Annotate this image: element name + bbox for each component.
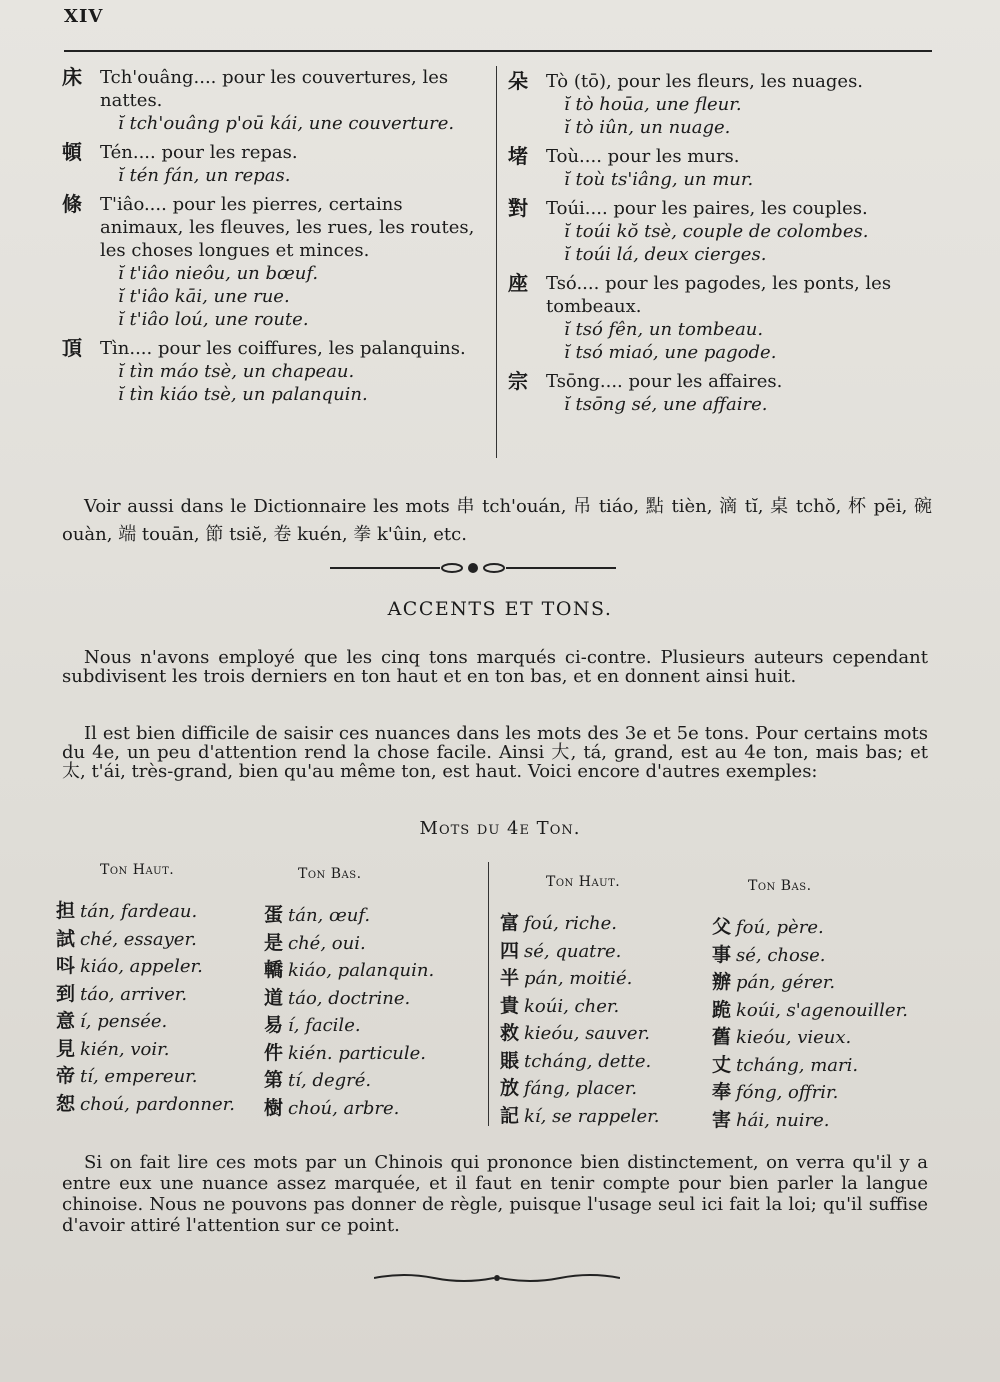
list-item: 半 pán, moitié. bbox=[500, 967, 633, 989]
ornament-divider-icon bbox=[330, 562, 616, 574]
list-item: 呌 kiáo, appeler. bbox=[56, 955, 203, 977]
list-item: 貴 koúi, cher. bbox=[500, 994, 620, 1017]
header-ton-bas-right: Ton Bas. bbox=[748, 878, 812, 894]
list-item: 奉 fóng, offrir. bbox=[712, 1081, 839, 1103]
hanzi: 朵 bbox=[508, 69, 528, 93]
list-item: 賬 tcháng, dette. bbox=[500, 1049, 652, 1072]
entry-toui bbox=[508, 197, 934, 266]
example: ĭ toúi kŏ tsè, couple de colombes. bbox=[564, 221, 869, 242]
definition: Tsōng.... pour les affaires. bbox=[546, 371, 783, 392]
list-item: 道 táo, doctrine. bbox=[264, 986, 411, 1009]
header-ton-haut-left: Ton Haut. bbox=[100, 862, 175, 878]
example: ĭ tò iûn, un nuage. bbox=[564, 117, 731, 138]
definition: Tò (tō), pour les fleurs, les nuages. bbox=[546, 71, 864, 92]
list-item: 舊 kieóu, vieux. bbox=[712, 1026, 852, 1048]
example: ĭ tch'ouâng p'oū kái, une couverture. bbox=[118, 113, 455, 134]
list-item: 恕 choú, pardonner. bbox=[56, 1092, 235, 1115]
list-item: 試 ché, essayer. bbox=[56, 927, 197, 950]
ton-bas-list-right bbox=[712, 914, 908, 1134]
list-item: 事 sé, chose. bbox=[712, 943, 826, 966]
list-item: 父 foú, père. bbox=[712, 916, 824, 938]
entry-ten bbox=[62, 141, 486, 187]
definition: Tsó.... pour les pagodes, les ponts, les tombeaux. bbox=[546, 273, 892, 317]
list-item: 担 tán, fardeau. bbox=[56, 900, 198, 922]
entry-tsong bbox=[508, 370, 934, 416]
example: ĭ tò hoūa, une fleur. bbox=[564, 94, 742, 115]
entry-tiao bbox=[62, 193, 486, 331]
header-rule bbox=[64, 50, 932, 52]
definition: T'iâo.... pour les pierres, certains animaux, les fleuves, les rues, les routes, les choses longues et minces. bbox=[100, 194, 475, 261]
example: ĭ tsó miaó, une pagode. bbox=[564, 342, 777, 363]
list-item: 放 fáng, placer. bbox=[500, 1077, 638, 1099]
example: ĭ tsōng sé, une affaire. bbox=[564, 394, 768, 415]
tailpiece-ornament-icon bbox=[374, 1272, 620, 1284]
hanzi: 頓 bbox=[62, 140, 82, 164]
header-ton-haut-right: Ton Haut. bbox=[546, 874, 621, 890]
paragraph-tons: Nous n'avons employé que les cinq tons marqués ci-contre. Plusieurs auteurs cependant subdivisent les trois derniers en ton haut et en ton bas, et en donnent ainsi huit. bbox=[62, 647, 928, 687]
list-item: 見 kién, voir. bbox=[56, 1037, 170, 1060]
list-item: 記 kí, se rappeler. bbox=[500, 1104, 660, 1127]
example: ĭ tìn kiáo tsè, un palanquin. bbox=[118, 384, 368, 405]
definition: Tén.... pour les repas. bbox=[100, 142, 298, 163]
subtitle-mots-4e-ton: Mots du 4e Ton. bbox=[419, 818, 581, 839]
paragraph-nuances: Il est bien difficile de saisir ces nuances dans les mots des 3e et 5e tons. Pour certains mots du 4e, un peu d'attention rend la chose facile. Ainsi 大, tá, grand, est au 4e ton, mais bas; et 太, t'ái, très-grand, bien qu'au même ton, est haut. Voici encore d'autres exemples: bbox=[62, 723, 928, 782]
list-item: 富 foú, riche. bbox=[500, 912, 617, 934]
hanzi: 條 bbox=[62, 192, 82, 216]
example: ĭ tén fán, un repas. bbox=[118, 165, 291, 186]
ton-bas-list-left bbox=[264, 902, 434, 1122]
list-item: 蛋 tán, œuf. bbox=[264, 904, 371, 926]
definition: Tch'ouâng.... pour les couvertures, les nattes. bbox=[100, 67, 449, 111]
entry-tou bbox=[508, 145, 934, 191]
definition: Toúi.... pour les paires, les couples. bbox=[546, 198, 868, 219]
list-item: 是 ché, oui. bbox=[264, 931, 366, 954]
ton-haut-list-left bbox=[56, 898, 235, 1118]
hanzi: 頂 bbox=[62, 336, 82, 360]
definition: Toù.... pour les murs. bbox=[546, 146, 740, 167]
column-divider bbox=[496, 66, 497, 458]
list-item: 辦 pán, gérer. bbox=[712, 971, 836, 993]
example: ĭ toúi lá, deux cierges. bbox=[564, 244, 767, 265]
page-number: XIV bbox=[64, 6, 104, 27]
list-item: 轎 kiáo, palanquin. bbox=[264, 959, 435, 981]
hanzi: 宗 bbox=[508, 369, 528, 393]
example: ĭ t'iâo kāi, une rue. bbox=[118, 286, 290, 307]
list-item: 到 táo, arriver. bbox=[56, 982, 188, 1005]
hanzi: 座 bbox=[508, 271, 528, 295]
hanzi: 對 bbox=[508, 196, 528, 220]
entry-to bbox=[508, 70, 934, 139]
list-item: 件 kién. particule. bbox=[264, 1041, 427, 1064]
list-item: 意 í, pensée. bbox=[56, 1010, 168, 1032]
hanzi: 床 bbox=[62, 65, 82, 89]
list-item: 害 hái, nuire. bbox=[712, 1108, 830, 1131]
paragraph-conclusion: Si on fait lire ces mots par un Chinois qui prononce bien distinctement, on verra qu'il y a entre eux une nuance assez marquée, et il faut en tenir compte pour bien parler la langue chinoise. Nous ne pouvons pas donner de règle, puisque l'usage seul ici fait la loi; qu'il suffise d'avoir attiré l'attention sur ce point. bbox=[62, 1152, 928, 1236]
voir-aussi-paragraph: Voir aussi dans le Dictionnaire les mots 串 tch'ouán, 吊 tiáo, 點 tièn, 滴 tĭ, 桌 tchŏ, 杯 pēi, 碗 ouàn, 端 touān, 節 tsiĕ, 卷 kuén, 拳 k'ûin, etc. bbox=[62, 496, 932, 545]
tone-table-divider bbox=[488, 862, 489, 1126]
list-item: 跪 koúi, s'agenouiller. bbox=[712, 998, 908, 1021]
example: ĭ tsó fên, un tombeau. bbox=[564, 319, 764, 340]
section-title: ACCENTS ET TONS. bbox=[387, 598, 613, 620]
entry-tso bbox=[508, 272, 934, 364]
definition: Tìn.... pour les coiffures, les palanquins. bbox=[100, 338, 466, 359]
example: ĭ t'iâo loú, une route. bbox=[118, 309, 309, 330]
list-item: 易 í, facile. bbox=[264, 1014, 361, 1036]
entry-tch-ouang bbox=[62, 66, 486, 135]
entry-tin bbox=[62, 337, 486, 406]
header-ton-bas-left: Ton Bas. bbox=[298, 866, 362, 882]
example: ĭ toù ts'iâng, un mur. bbox=[564, 169, 754, 190]
list-item: 四 sé, quatre. bbox=[500, 939, 622, 962]
example: ĭ tìn máo tsè, un chapeau. bbox=[118, 361, 355, 382]
example: ĭ t'iâo nieôu, un bœuf. bbox=[118, 263, 319, 284]
list-item: 丈 tcháng, mari. bbox=[712, 1053, 859, 1076]
list-item: 第 tí, degré. bbox=[264, 1069, 372, 1091]
list-item: 樹 choú, arbre. bbox=[264, 1096, 400, 1119]
classifier-column-right bbox=[508, 70, 934, 422]
ton-haut-list-right bbox=[500, 910, 660, 1130]
list-item: 救 kieóu, sauver. bbox=[500, 1022, 650, 1044]
classifier-column-left bbox=[62, 66, 486, 412]
list-item: 帝 tí, empereur. bbox=[56, 1065, 198, 1087]
hanzi: 堵 bbox=[508, 144, 528, 168]
